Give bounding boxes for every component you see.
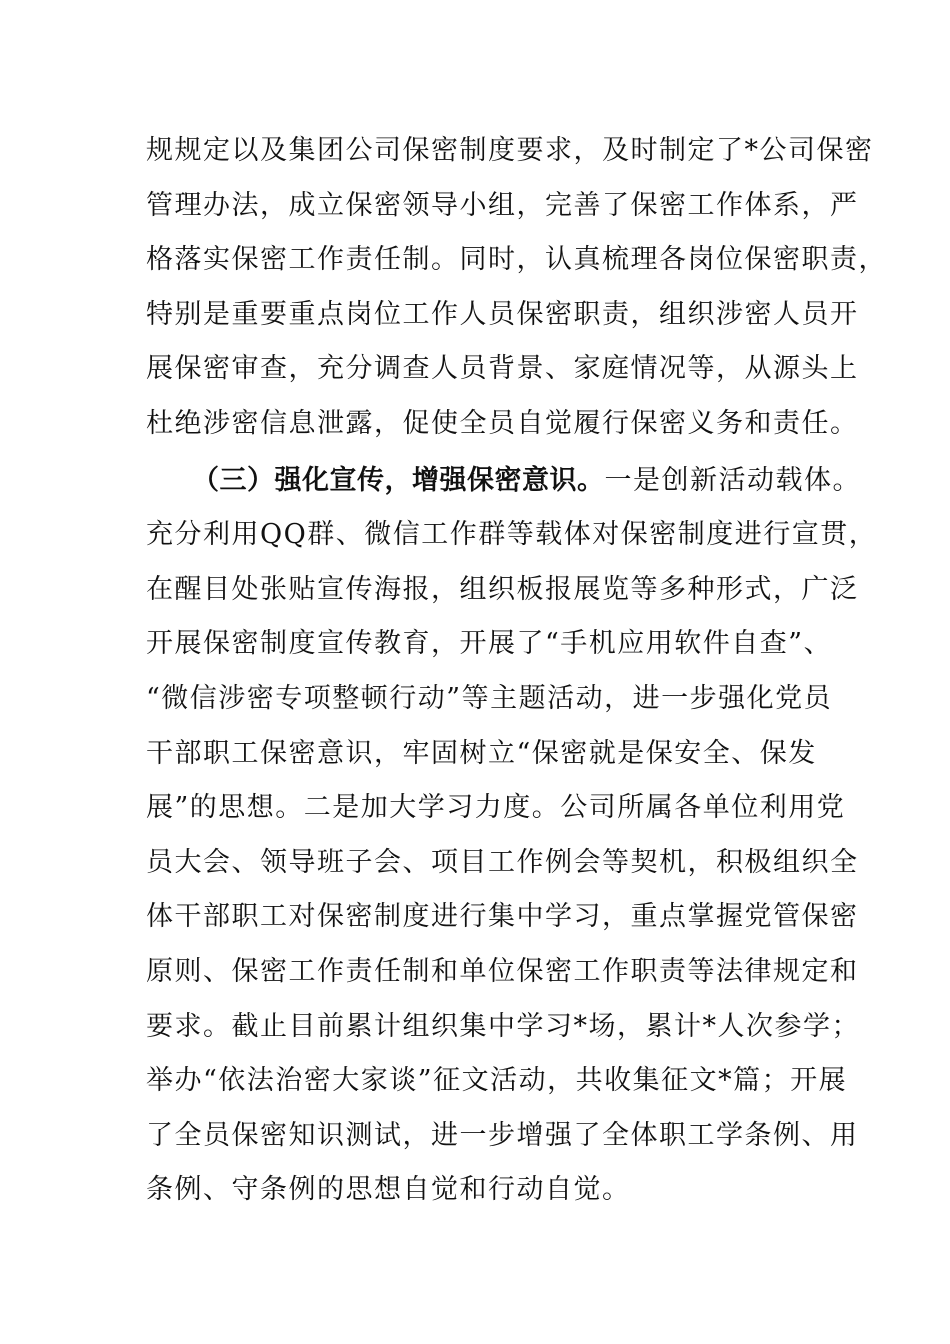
section-heading: （三）强化宣传，增强保密意识。 bbox=[192, 464, 605, 496]
paragraph-line: 体干部职工对保密制度进行集中学习，重点掌握党管保密 bbox=[146, 901, 859, 933]
paragraph-first-line bbox=[146, 454, 861, 509]
paragraph-line: 员大会、领导班子会、项目工作例会等契机，积极组织全 bbox=[146, 846, 859, 878]
paragraph-line: “微信涉密专项整顿行动”等主题活动，进一步强化党员 bbox=[146, 682, 833, 714]
paragraph-line: 了全员保密知识测试，进一步增强了全体职工学条例、用 bbox=[146, 1119, 859, 1151]
paragraph-line: 管理办法，成立保密领导小组，完善了保密工作体系，严 bbox=[146, 189, 859, 221]
document-body bbox=[146, 124, 887, 1218]
paragraph-line: 在醒目处张贴宣传海报，组织板报展览等多种形式，广泛 bbox=[146, 573, 859, 605]
paragraph-line: 展保密审查，充分调查人员背景、家庭情况等，从源头上 bbox=[146, 353, 859, 385]
paragraph-line: 格落实保密工作责任制。同时，认真梳理各岗位保密职责， bbox=[146, 244, 887, 276]
paragraph-line: 举办“依法治密大家谈”征文活动，共收集征文*篇；开展 bbox=[146, 1065, 848, 1097]
paragraph-2 bbox=[146, 454, 878, 1218]
paragraph-1 bbox=[146, 124, 887, 452]
first-line-text: 一是创新活动载体。 bbox=[604, 464, 861, 496]
paragraph-line: 特别是重要重点岗位工作人员保密职责，组织涉密人员开 bbox=[146, 298, 859, 330]
paragraph-line: 杜绝涉密信息泄露，促使全员自觉履行保密义务和责任。 bbox=[146, 407, 859, 439]
paragraph-line: 条例、守条例的思想自觉和行动自觉。 bbox=[146, 1174, 631, 1206]
paragraph-line: 展”的思想。二是加大学习力度。公司所属各单位利用党 bbox=[146, 792, 846, 824]
paragraph-line: 开展保密制度宣传教育，开展了“手机应用软件自查”、 bbox=[146, 628, 833, 660]
paragraph-line: 干部职工保密意识，牢固树立“保密就是保安全、保发 bbox=[146, 737, 817, 769]
paragraph-line: 原则、保密工作责任制和单位保密工作职责等法律规定和 bbox=[146, 955, 859, 987]
paragraph-line: 规规定以及集团公司保密制度要求，及时制定了*公司保密 bbox=[146, 135, 874, 166]
paragraph-line: 要求。截止目前累计组织集中学习*场，累计*人次参学； bbox=[146, 1010, 860, 1042]
paragraph-line: 充分利用QQ群、微信工作群等载体对保密制度进行宣贯， bbox=[146, 519, 878, 551]
